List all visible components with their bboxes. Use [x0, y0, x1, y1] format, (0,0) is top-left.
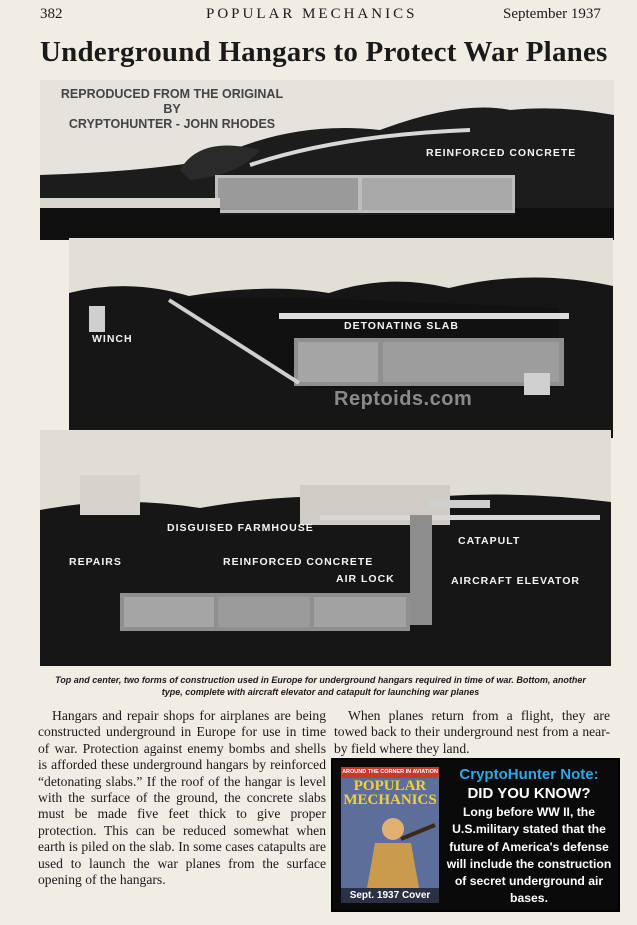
reproduction-credit	[54, 87, 290, 132]
illustration-top	[40, 80, 614, 240]
issue-date: September 1937	[503, 6, 601, 22]
label-disguised-farmhouse: DISGUISED FARMHOUSE	[167, 522, 314, 534]
headline: Underground Hangars to Protect War Planes	[40, 36, 608, 68]
note-title: CryptoHunter Note:	[459, 766, 599, 783]
label-catapult: CATAPULT	[458, 535, 521, 547]
label-winch: WINCH	[92, 333, 133, 345]
reproduction-credit-line2: CRYPTOHUNTER - JOHN RHODES	[68, 117, 276, 131]
cover-figure	[341, 767, 439, 903]
article-left-column: Hangars and repair shops for airplanes are being constructed underground in Europe for use in time of war. Protection against enemy bombs and shells is afforded these underground hangars by reinforced “detonating slabs.” If the roof of the hangar is level with the surface of the ground, the concrete slabs must be made five feet thick to give proper protection. This can be reduced somewhat when earth is piled on the slab. In some cases catapults are used to launch the war planes from the surface opening of the hangars.	[38, 708, 326, 888]
cover-title: POPULAR MECHANICS	[343, 778, 437, 808]
label-reinforced-concrete-top: REINFORCED CONCRETE	[426, 147, 577, 159]
reproduction-credit-line1: REPRODUCED FROM THE ORIGINAL BY	[60, 87, 284, 116]
article-right-column: When planes return from a flight, they are towed back to their underground nest from a near-by field where they land.	[334, 708, 610, 756]
magazine-cover-image	[341, 767, 439, 903]
illustration-bottom	[40, 430, 611, 666]
illustration-middle	[69, 238, 613, 438]
label-air-lock: AIR LOCK	[336, 573, 395, 585]
figure-caption: Top and center, two forms of construction used in Europe for underground hangars required in time of war. Bottom, another type, complete with aircraft elevator and catapult for launching war planes	[55, 675, 586, 697]
note-body: Long before WW II, the U.S.military stated that the future of America's defense will include the construction of secret underground air bases.	[446, 805, 612, 906]
label-aircraft-elevator: AIRCRAFT ELEVATOR	[451, 575, 580, 587]
label-detonating-slab: DETONATING SLAB	[344, 320, 459, 332]
note-subtitle: DID YOU KNOW?	[467, 785, 591, 802]
magazine-name: POPULAR MECHANICS	[206, 6, 418, 22]
watermark: Reptoids.com	[334, 388, 473, 410]
hangar-diagram-bottom	[40, 430, 611, 666]
label-reinforced-concrete-bottom: REINFORCED CONCRETE	[223, 556, 374, 568]
cover-banner: AROUND THE CORNER IN AVIATION	[341, 767, 439, 778]
cryptohunter-note	[331, 758, 620, 912]
cover-label: Sept. 1937 Cover	[341, 888, 439, 903]
page-number: 382	[40, 6, 63, 22]
label-repairs: REPAIRS	[69, 556, 122, 568]
